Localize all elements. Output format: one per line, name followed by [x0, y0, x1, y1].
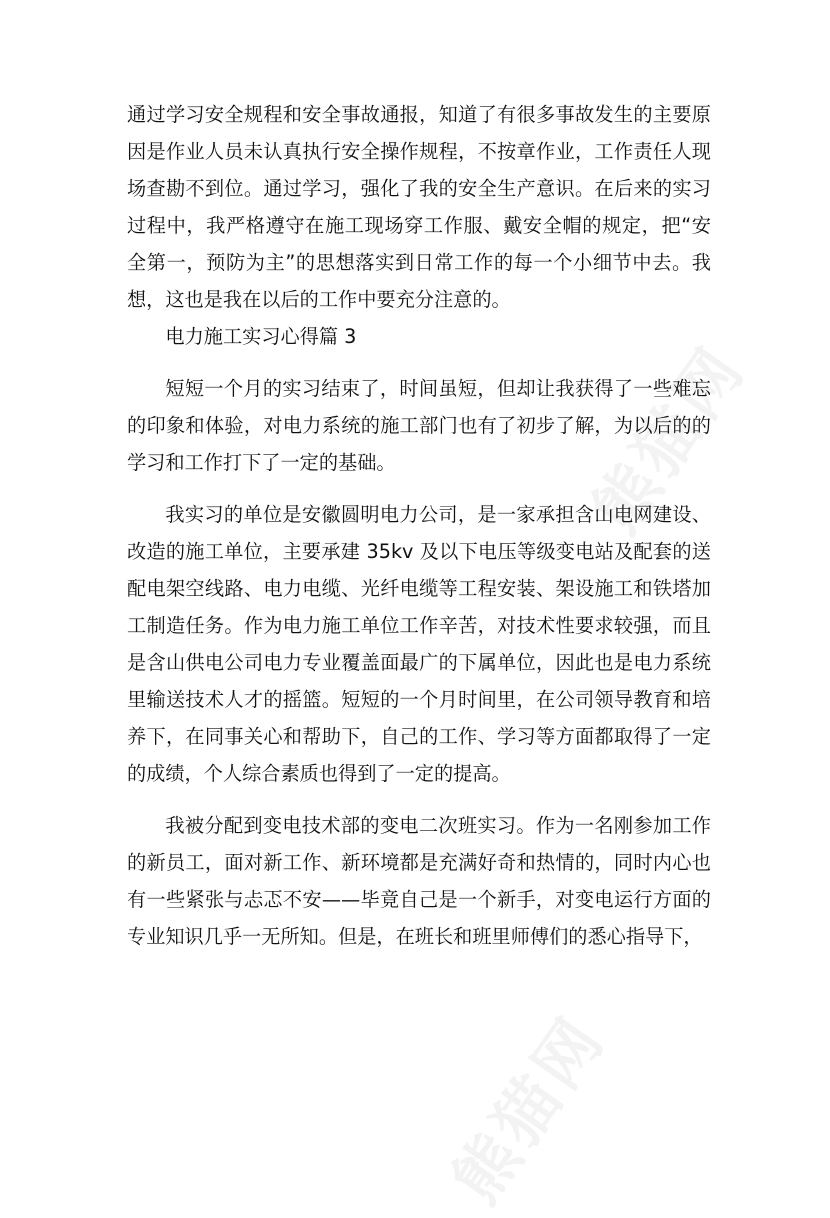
watermark: 熊猫网 [579, 332, 761, 547]
paragraph-assignment: 我被分配到变电技术部的变电二次班实习。作为一名刚参加工作的新员工，面对新工作、新环境都是充满好奇和热情的，同时内心也有一些紧张与忐忑不安——毕竟自己是一个新手，对变电运行方面的专业知识几乎一无所知。但是，在班长和班里师傅们的悉心指导下， [127, 814, 711, 948]
paragraph-internship-summary: 短短一个月的实习结束了，时间虽短，但却让我获得了一些难忘的印象和体验，对电力系统的施工部门也有了初步了解，为以后的的学习和工作打下了一定的基础。 [127, 377, 711, 474]
paragraph-safety-study: 通过学习安全规程和安全事故通报，知道了有很多事故发生的主要原因是作业人员未认真执行安全操作规程，不按章作业，工作责任人现场查勘不到位。通过学习，强化了我的安全生产意识。在后来的实习过程中，我严格遵守在施工现场穿工作服、戴安全帽的规定，把“安全第一，预防为主”的思想落实到日常工作的每一个小细节中去。我想，这也是我在以后的工作中要充分注意的。 [127, 103, 711, 311]
watermark: 熊猫网 [439, 1002, 621, 1217]
paragraph-company-intro: 我实习的单位是安徽圆明电力公司，是一家承担含山电网建设、改造的施工单位，主要承建 35kv 及以下电压等级变电站及配套的送配电架空线路、电力电缆、光纤电缆等工程安装、架设施工和铁塔加工制造任务。作为电力施工单位工作辛苦，对技术性要求较强，而且是含山供电公司电力专业覆盖面最广的下属单位，因此也是电力系统里输送技术人才的摇篮。短短的一个月时间里，在公司领导教育和培养下，在同事关心和帮助下，自己的工作、学习等方面都取得了一定的成绩，个人综合素质也得到了一定的提高。 [127, 503, 711, 785]
section-heading: 电力施工实习心得篇 3 [165, 325, 357, 348]
document-body [127, 96, 711, 955]
